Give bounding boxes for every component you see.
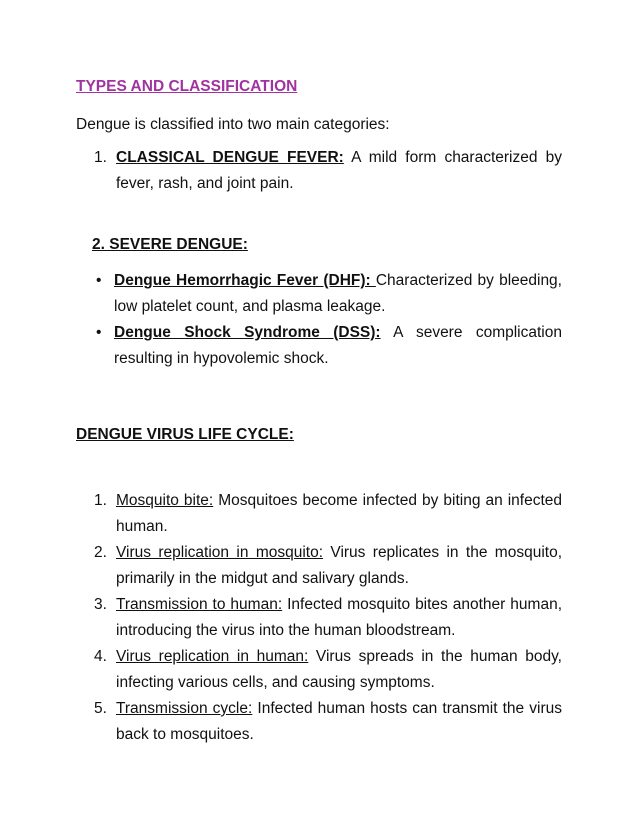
list-item-mosquito-bite xyxy=(94,488,562,540)
list-number: 3. xyxy=(94,596,107,613)
step-text: Virus replicates in the mosquito, primarily in the midgut and salivary glands. xyxy=(116,544,562,587)
list-item-transmission-human xyxy=(94,592,562,644)
list-number: 1. xyxy=(94,492,107,509)
dss-label: Dengue Shock Syndrome (DSS): xyxy=(114,324,381,341)
list-item-replication-mosquito xyxy=(94,540,562,592)
types-classification-heading: TYPES AND CLASSIFICATION xyxy=(76,78,298,95)
dhf-label: Dengue Hemorrhagic Fever (DHF): xyxy=(114,272,376,289)
dss-text: A severe complication resulting in hypovolemic shock. xyxy=(114,324,562,367)
list-item-replication-human xyxy=(94,644,562,696)
bullet-icon: • xyxy=(96,324,102,341)
step-label: Transmission to human: xyxy=(116,596,283,613)
step-text: Infected mosquito bites another human, introducing the virus into the human bloodstream. xyxy=(116,596,562,639)
step-text: Infected human hosts can transmit the virus back to mosquitoes. xyxy=(116,700,562,743)
list-item-classical xyxy=(94,145,562,197)
list-number: 5. xyxy=(94,700,107,717)
list-number: 2. xyxy=(94,544,107,561)
bullet-icon: • xyxy=(96,272,102,289)
classical-label: CLASSICAL DENGUE FEVER: xyxy=(116,149,344,166)
list-number: 1. xyxy=(94,149,107,166)
step-label: Virus replication in human: xyxy=(116,648,309,665)
dhf-text: Characterized by bleeding, low platelet count, and plasma leakage. xyxy=(114,272,562,315)
step-text: Mosquitoes become infected by biting an infected human. xyxy=(116,492,563,535)
list-item-dss xyxy=(94,320,562,372)
classical-dengue-list xyxy=(94,145,562,197)
severe-dengue-list xyxy=(94,268,562,372)
lifecycle-list xyxy=(94,488,562,748)
step-text: Virus spreads in the human body, infecting various cells, and causing symptoms. xyxy=(116,648,562,691)
step-label: Transmission cycle: xyxy=(116,700,253,717)
list-item-transmission-cycle xyxy=(94,696,562,748)
step-label: Virus replication in mosquito: xyxy=(116,544,324,561)
lifecycle-heading: DENGUE VIRUS LIFE CYCLE: xyxy=(76,426,294,443)
list-number: 4. xyxy=(94,648,107,665)
severe-dengue-heading: 2. SEVERE DENGUE: xyxy=(92,236,248,253)
intro-paragraph: Dengue is classified into two main categories: xyxy=(76,116,390,133)
step-label: Mosquito bite: xyxy=(116,492,214,509)
list-item-dhf xyxy=(94,268,562,320)
classical-text: A mild form characterized by fever, rash, and joint pain. xyxy=(116,149,562,192)
